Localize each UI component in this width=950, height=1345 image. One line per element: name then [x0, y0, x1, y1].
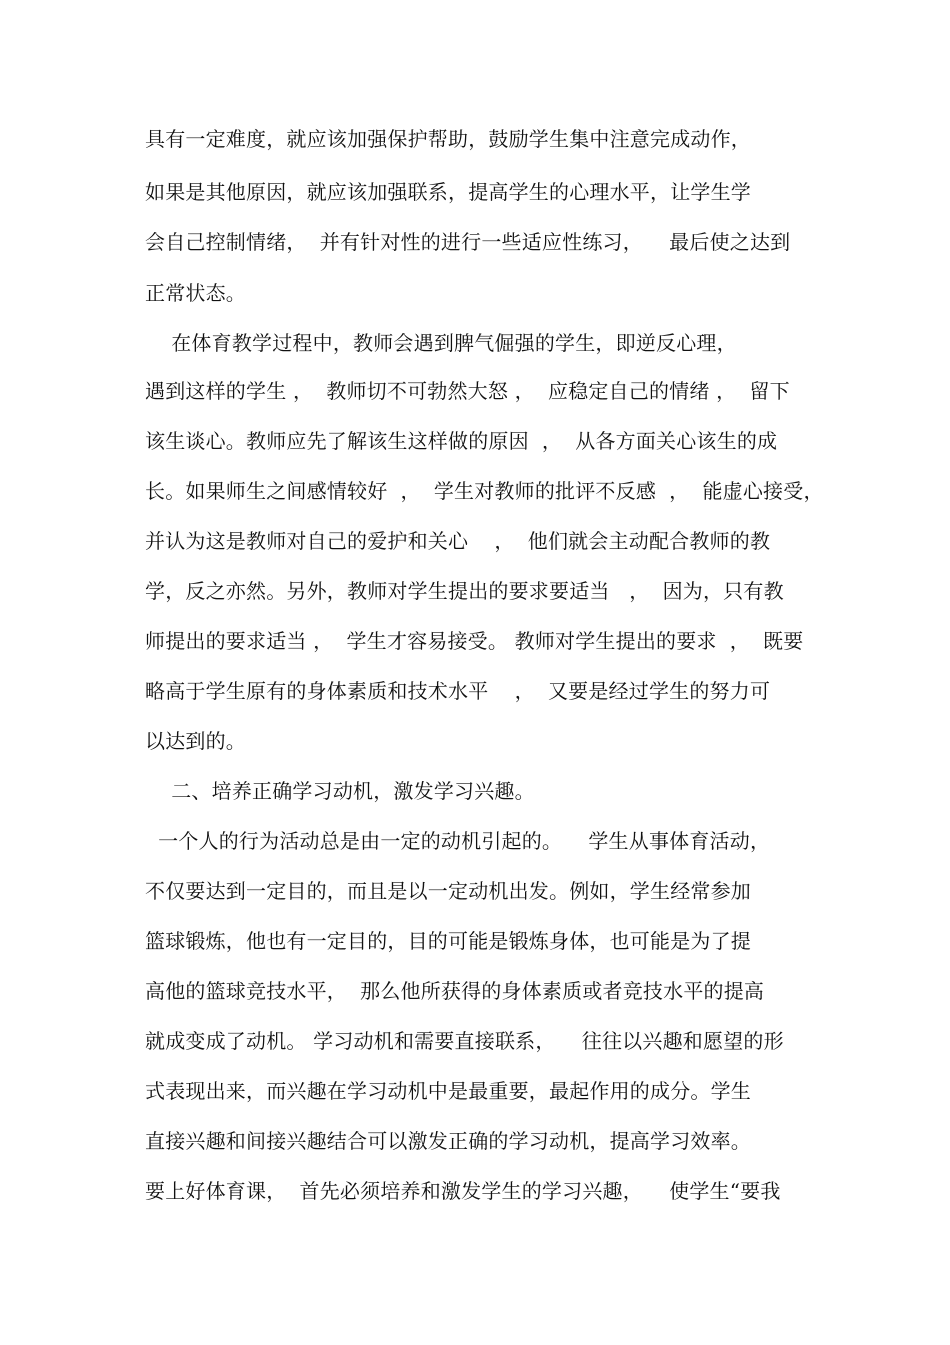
text-line: 师提出的要求适当 ， 学生才容易接受。 教师对学生提出的要求 ， 既要	[145, 629, 804, 653]
text-line: 要上好体育课， 首先必须培养和激发学生的学习兴趣， 使学生“要我	[145, 1179, 781, 1203]
text-line: 该生谈心。教师应先了解该生这样做的原因 ， 从各方面关心该生的成	[145, 429, 778, 453]
text-line: 高他的篮球竞技水平， 那么他所获得的身体素质或者竞技水平的提高	[145, 979, 765, 1003]
text-line: 如果是其他原因，就应该加强联系，提高学生的心理水平，让学生学	[145, 180, 751, 204]
text-line: 在体育教学过程中，教师会遇到脾气倔强的学生，即逆反心理，	[145, 331, 737, 355]
text-line: 略高于学生原有的身体素质和技术水平 ， 又要是经过学生的努力可	[145, 679, 771, 703]
text-line: 一个人的行为活动总是由一定的动机引起的。 学生从事体育活动，	[145, 829, 771, 853]
text-line: 篮球锻炼，他也有一定目的，目的可能是锻炼身体，也可能是为了提	[145, 929, 751, 953]
text-line: 正常状态。	[145, 281, 246, 305]
text-line: 以达到的。	[145, 729, 246, 753]
text-line: 并认为这是教师对自己的爱护和关心 ， 他们就会主动配合教师的教	[145, 529, 771, 553]
text-line: 直接兴趣和间接兴趣结合可以激发正确的学习动机，提高学习效率。	[145, 1129, 751, 1153]
text-line: 式表现出来，而兴趣在学习动机中是最重要，最起作用的成分。学生	[145, 1079, 751, 1103]
text-line: 会自己控制情绪， 并有针对性的进行一些适应性练习， 最后使之达到	[145, 230, 791, 254]
section-heading: 二、培养正确学习动机，激发学习兴趣。	[145, 779, 535, 803]
text-line: 就成变成了动机。 学习动机和需要直接联系， 往往以兴趣和愿望的形	[145, 1029, 784, 1053]
text-line: 遇到这样的学生 ， 教师切不可勃然大怒 ， 应稳定自己的情绪 ， 留下	[145, 379, 790, 403]
text-line: 不仅要达到一定目的，而且是以一定动机出发。例如，学生经常参加	[145, 879, 751, 903]
text-line: 长。如果师生之间感情较好 ， 学生对教师的批评不反感 ， 能虚心接受，	[145, 479, 824, 503]
text-line: 具有一定难度，就应该加强保护帮助，鼓励学生集中注意完成动作，	[145, 127, 751, 151]
text-line: 学，反之亦然。另外，教师对学生提出的要求要适当 ， 因为，只有教	[145, 579, 784, 603]
